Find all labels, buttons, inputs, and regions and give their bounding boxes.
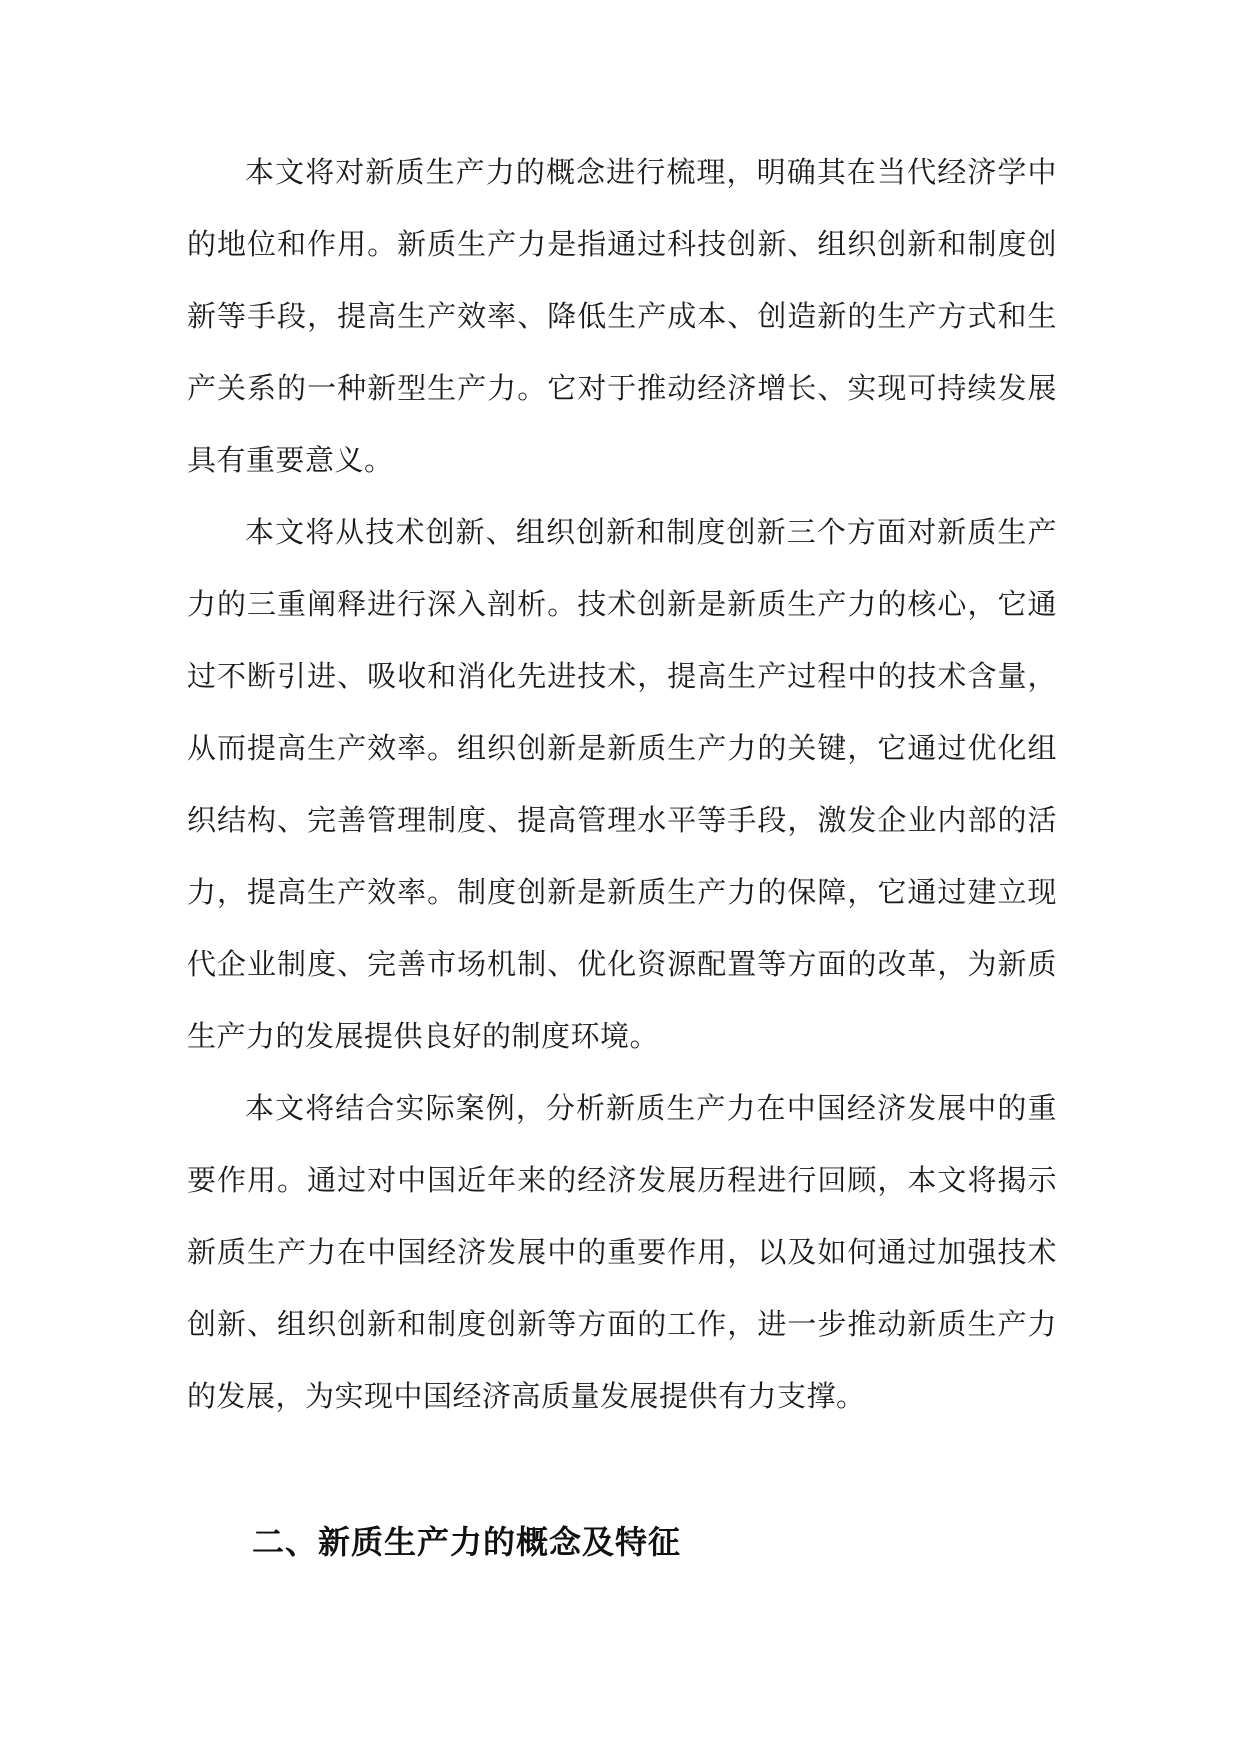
paragraph-2: 本文将从技术创新、组织创新和制度创新三个方面对新质生产力的三重阐释进行深入剖析。技术创新是新质生产力的核心，它通过不断引进、吸收和消化先进技术，提高生产过程中的技术含量，从而提高生产效率。组织创新是新质生产力的关键，它通过优化组织结构、完善管理制度、提高管理水平等手段，激发企业内部的活力，提高生产效率。制度创新是新质生产力的保障，它通过建立现代企业制度、完善市场机制、优化资源配置等方面的改革，为新质生产力的发展提供良好的制度环境。 [187,515,1057,1053]
paragraph-1: 本文将对新质生产力的概念进行梳理，明确其在当代经济学中的地位和作用。新质生产力是指通过科技创新、组织创新和制度创新等手段，提高生产效率、降低生产成本、创造新的生产方式和生产关系的一种新型生产力。它对于推动经济增长、实现可持续发展具有重要意义。 [187,155,1057,477]
body-text [187,136,1057,1432]
section-heading: 二、新质生产力的概念及特征 [252,1523,682,1561]
paragraph-3: 本文将结合实际案例，分析新质生产力在中国经济发展中的重要作用。通过对中国近年来的经济发展历程进行回顾，本文将揭示新质生产力在中国经济发展中的重要作用，以及如何通过加强技术创新、组织创新和制度创新等方面的工作，进一步推动新质生产力的发展，为实现中国经济高质量发展提供有力支撑。 [187,1091,1057,1413]
